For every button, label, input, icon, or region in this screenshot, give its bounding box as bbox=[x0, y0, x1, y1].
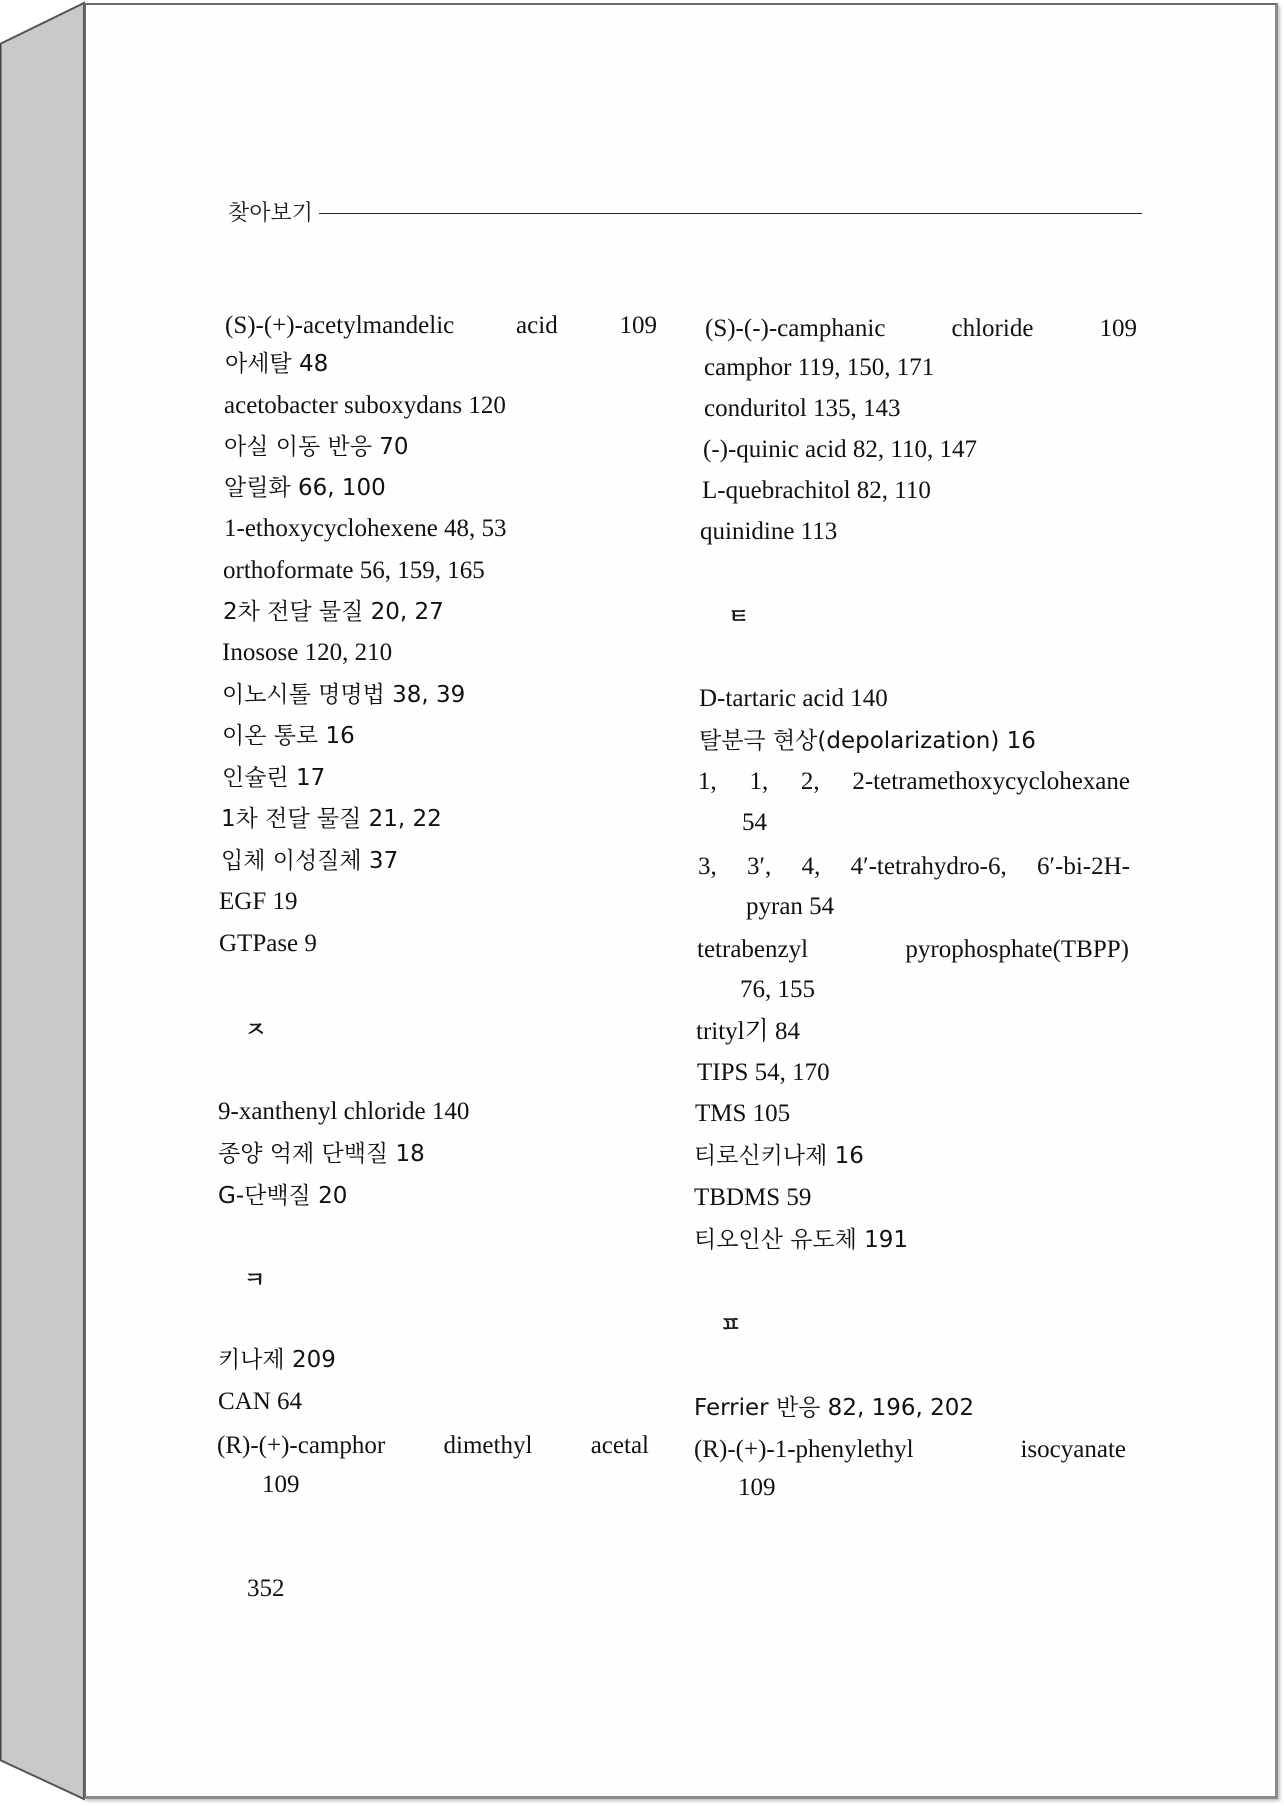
left-index-entry: 종양 억제 단백질 18 bbox=[218, 1141, 425, 1167]
left-index-entry: 이온 통로 16 bbox=[222, 723, 355, 749]
left-index-entry: 키나제 209 bbox=[218, 1347, 336, 1373]
left-index-entry: (R)-(+)-camphor dimethyl acetal bbox=[217, 1432, 649, 1459]
right-index-entry: TBDMS 59 bbox=[694, 1184, 812, 1211]
left-section-heading: ㅋ bbox=[244, 1268, 266, 1293]
right-index-entry: 티오인산 유도체 191 bbox=[694, 1227, 909, 1253]
left-section-heading: ㅈ bbox=[245, 1018, 267, 1043]
right-index-entry: 티로신키나제 16 bbox=[694, 1143, 864, 1169]
running-head-title: 찾아보기 bbox=[228, 200, 314, 226]
right-index-entry: TMS 105 bbox=[695, 1100, 791, 1127]
right-index-entry: 3, 3′, 4, 4′-tetrahydro-6, 6′-bi-2H- bbox=[698, 853, 1130, 880]
left-index-entry: (S)-(+)-acetylmandelic acid 109 bbox=[225, 312, 657, 339]
page-number: 352 bbox=[247, 1575, 285, 1602]
left-index-entry: Inosose 120, 210 bbox=[222, 639, 393, 666]
left-index-entry: acetobacter suboxydans 120 bbox=[224, 392, 506, 419]
left-index-entry: EGF 19 bbox=[219, 888, 298, 915]
right-section-heading: ㅌ bbox=[728, 605, 750, 630]
left-index-entry: 입체 이성질체 37 bbox=[221, 848, 399, 874]
right-index-entry: 1, 1, 2, 2-tetramethoxycyclohexane bbox=[698, 768, 1130, 795]
left-index-entry-continuation: 109 bbox=[262, 1471, 300, 1498]
left-index-entry: orthoformate 56, 159, 165 bbox=[223, 557, 485, 584]
right-index-entry: Ferrier 반응 82, 196, 202 bbox=[694, 1395, 974, 1421]
right-index-entry-continuation: pyran 54 bbox=[746, 893, 835, 920]
right-index-entry: 탈분극 현상(depolarization) 16 bbox=[699, 728, 1036, 754]
right-index-entry: trityl기 84 bbox=[696, 1018, 801, 1045]
running-head bbox=[228, 196, 1142, 226]
right-index-entry: quinidine 113 bbox=[700, 518, 838, 545]
left-index-entry: 아세탈 48 bbox=[225, 351, 329, 377]
right-index-entry: TIPS 54, 170 bbox=[697, 1059, 830, 1086]
right-index-entry-continuation: 54 bbox=[742, 809, 767, 836]
right-index-entry: (S)-(-)-camphanic chloride 109 bbox=[705, 315, 1137, 342]
left-index-entry: 인슐린 17 bbox=[222, 765, 326, 791]
right-index-entry: (R)-(+)-1-phenylethyl isocyanate bbox=[694, 1436, 1126, 1463]
right-index-entry: D-tartaric acid 140 bbox=[699, 685, 888, 712]
left-index-entry: 1-ethoxycyclohexene 48, 53 bbox=[224, 515, 507, 542]
right-index-entry: (-)-quinic acid 82, 110, 147 bbox=[703, 436, 977, 463]
left-index-entry: 이노시톨 명명법 38, 39 bbox=[222, 682, 466, 708]
left-index-entry: 1차 전달 물질 21, 22 bbox=[221, 806, 442, 832]
right-section-heading: ㅍ bbox=[720, 1313, 742, 1338]
right-index-entry-continuation: 109 bbox=[738, 1474, 776, 1501]
left-index-entry: 알릴화 66, 100 bbox=[224, 475, 386, 501]
right-index-entry: camphor 119, 150, 171 bbox=[704, 354, 935, 381]
left-index-entry: 2차 전달 물질 20, 27 bbox=[223, 599, 444, 625]
right-index-entry: conduritol 135, 143 bbox=[704, 395, 901, 422]
left-index-entry: 9-xanthenyl chloride 140 bbox=[218, 1098, 470, 1125]
right-index-entry: tetrabenzyl pyrophosphate(TBPP) bbox=[697, 936, 1129, 963]
left-index-entry: CAN 64 bbox=[218, 1388, 303, 1415]
left-index-entry: 아실 이동 반응 70 bbox=[224, 434, 409, 460]
left-index-entry: G-단백질 20 bbox=[218, 1183, 348, 1209]
right-index-entry: L-quebrachitol 82, 110 bbox=[702, 477, 931, 504]
running-head-rule bbox=[319, 213, 1142, 214]
right-index-entry-continuation: 76, 155 bbox=[740, 976, 815, 1003]
left-index-entry: GTPase 9 bbox=[219, 930, 317, 957]
